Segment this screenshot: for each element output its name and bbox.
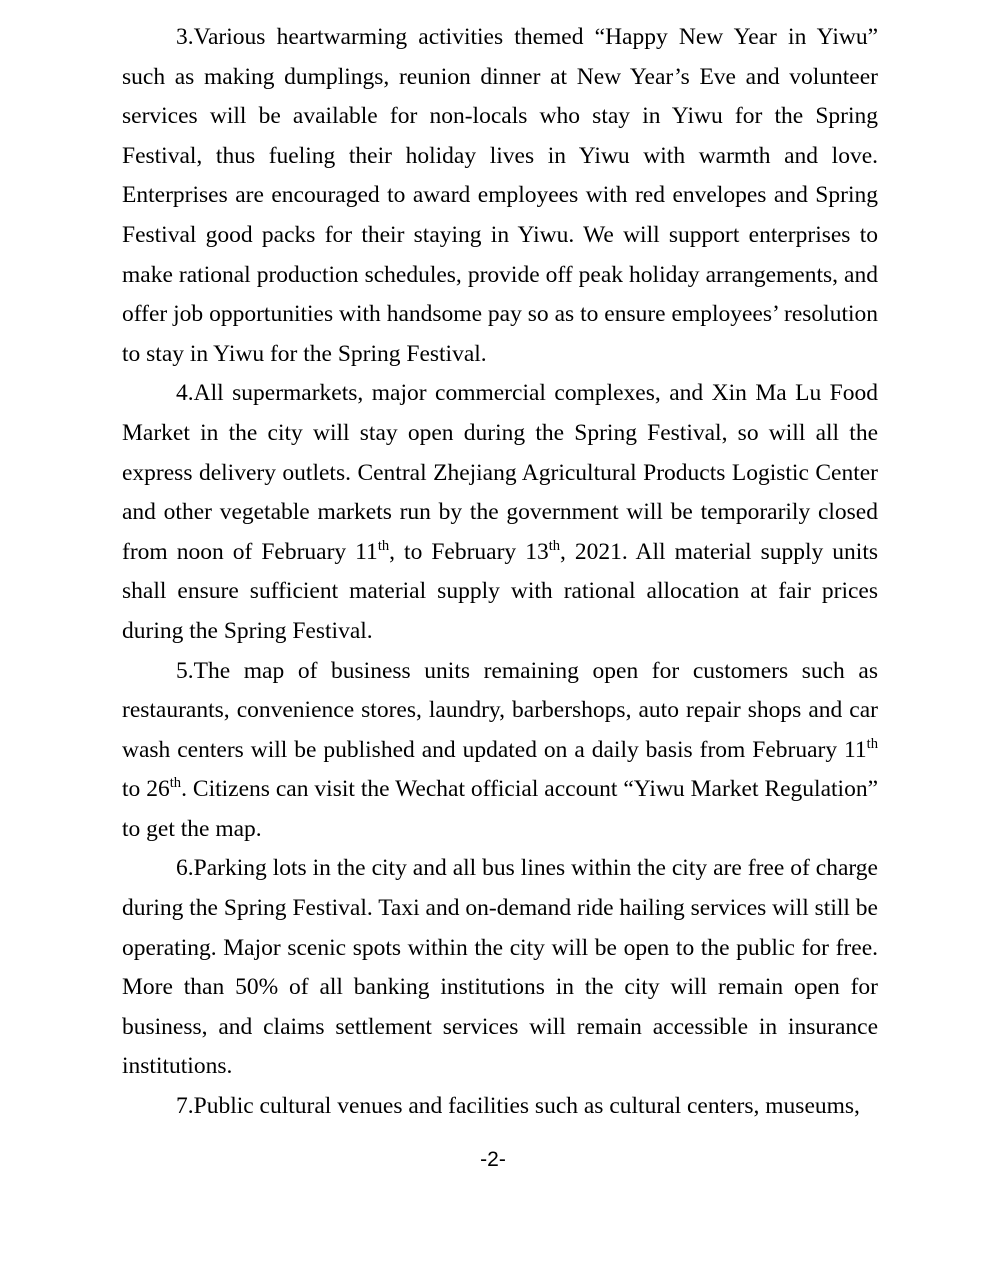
paragraph-item-3: 3.Various heartwarming activities themed “Happy New Year in Yiwu” such as making dumplings, reunion dinner at New Year’s Eve and volunteer services will be available for non-locals who stay in Yiwu for the Spring Festival, thus fueling their holiday lives in Yiwu with warmth and love. Enterprises are encouraged to award employees with red envelopes and Spring Festival good packs for their staying in Yiwu. We will support enterprises to make rational production schedules, provide off peak holiday arrangements, and offer job opportunities with handsome pay so as to ensure employees’ resolution to stay in Yiwu for the Spring Festival. [122, 24, 878, 367]
document-body [122, 18, 878, 1127]
paragraph-item-5: 5.The map of business units remaining open for customers such as restaurants, convenience stores, laundry, barbershops, auto repair shops and car wash centers will be published and updated on a daily basis from February 11th to 26th. Citizens can visit the Wechat official account “Yiwu Market Regulation” to get the map. [122, 657, 878, 842]
ordinal-suffix: th [169, 775, 182, 792]
paragraph-item-6: 6.Parking lots in the city and all bus lines within the city are free of charge during the Spring Festival. Taxi and on-demand ride hailing services will still be operating. Major scenic spots within the city will be open to the public for free. More than 50% of all banking institutions in the city will remain open for business, and claims settlement services will remain accessible in insurance institutions. [122, 855, 878, 1080]
ordinal-suffix: th [548, 537, 561, 554]
paragraph-item-7: 7.Public cultural venues and facilities such as cultural centers, museums, [176, 1093, 860, 1120]
paragraph-item-4: 4.All supermarkets, major commercial complexes, and Xin Ma Lu Food Market in the city will stay open during the Spring Festival, so will all the express delivery outlets. Central Zhejiang Agricultural Products Logistic Center and other vegetable markets run by the government will be temporarily closed from noon of February 11th, to February 13th, 2021. All material supply units shall ensure sufficient material supply with rational allocation at fair prices during the Spring Festival. [122, 380, 878, 644]
page-number: -2- [480, 1148, 506, 1171]
ordinal-suffix: th [377, 537, 390, 554]
ordinal-suffix: th [866, 735, 878, 752]
